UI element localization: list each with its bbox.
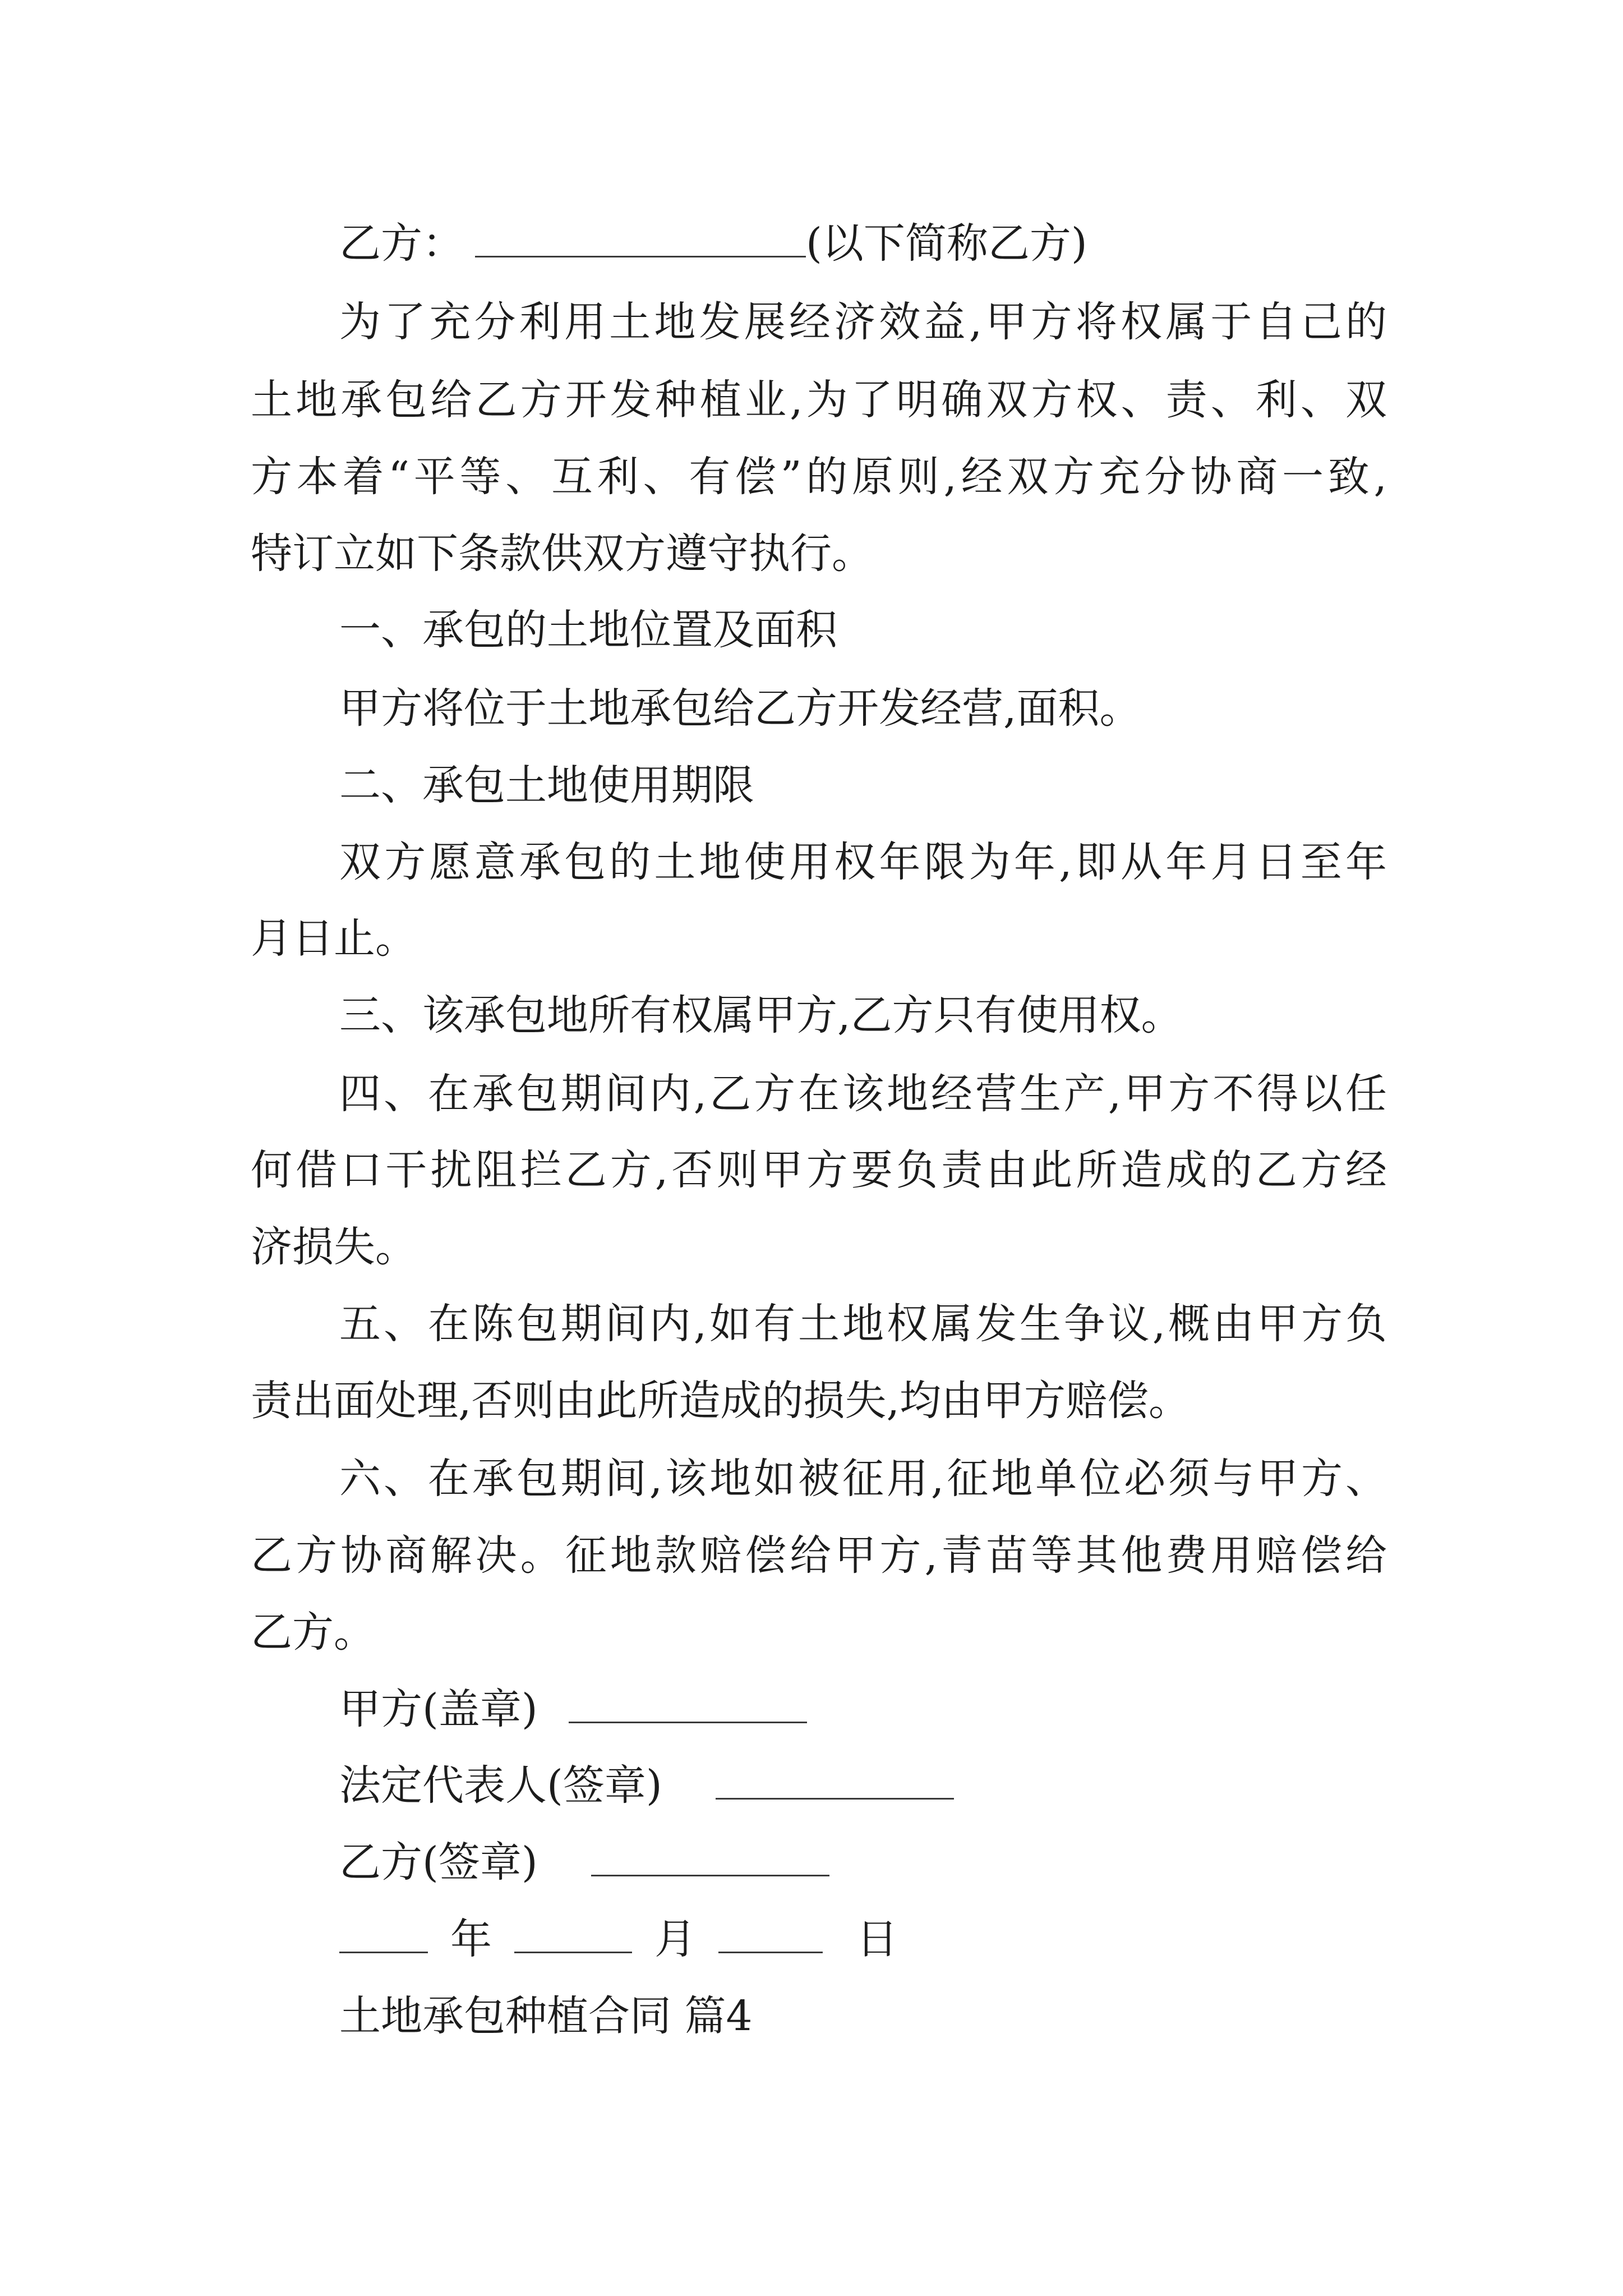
section-heading: 一、承包的土地位置及面积 bbox=[339, 606, 837, 654]
day-label: 日 bbox=[856, 1915, 898, 1963]
paragraph-line: 方本着“平等、互利、有偿”的原则,经双方充分协商一致, bbox=[251, 453, 1387, 501]
party-b-label: 乙方： bbox=[339, 219, 464, 268]
paragraph-line: 乙方协商解决。征地款赔偿给甲方,青苗等其他费用赔偿给 bbox=[251, 1531, 1387, 1580]
section-heading: 二、承包土地使用期限 bbox=[339, 761, 754, 809]
day-blank bbox=[718, 1912, 823, 1953]
party-b-sign-line bbox=[339, 1835, 829, 1889]
paragraph-line: 济损失。 bbox=[251, 1223, 417, 1271]
year-blank bbox=[339, 1912, 428, 1953]
paragraph-line: 四、在承包期间内,乙方在该地经营生产,甲方不得以任 bbox=[339, 1070, 1387, 1118]
paragraph-line: 三、该承包地所有权属甲方,乙方只有使用权。 bbox=[339, 991, 1183, 1039]
month-label: 月 bbox=[654, 1915, 696, 1963]
party-b-blank bbox=[475, 217, 806, 257]
year-label: 年 bbox=[450, 1915, 492, 1963]
party-b-sign-blank bbox=[591, 1835, 829, 1876]
next-section-title: 土地承包种植合同 篇4 bbox=[339, 1992, 753, 2040]
party-a-seal-blank bbox=[569, 1682, 807, 1723]
paragraph-line: 六、在承包期间,该地如被征用,征地单位必须与甲方、 bbox=[339, 1455, 1387, 1503]
party-b-line bbox=[339, 217, 1087, 270]
paragraph-line: 乙方。 bbox=[251, 1608, 375, 1657]
paragraph-line: 责出面处理,否则由此所造成的损失,均由甲方赔偿。 bbox=[251, 1377, 1191, 1425]
party-a-seal-label: 甲方(盖章) bbox=[339, 1685, 538, 1733]
paragraph-line: 特订立如下条款供双方遵守执行。 bbox=[251, 530, 873, 578]
party-b-sign-label: 乙方(签章) bbox=[339, 1838, 538, 1887]
paragraph-line: 月日止。 bbox=[251, 914, 417, 963]
legal-rep-blank bbox=[716, 1759, 954, 1800]
legal-rep-label: 法定代表人(签章) bbox=[339, 1761, 662, 1810]
date-line bbox=[339, 1912, 898, 1966]
paragraph-line: 五、在陈包期间内,如有土地权属发生争议,概由甲方负 bbox=[339, 1300, 1387, 1348]
paragraph-line: 为了充分利用土地发展经济效益,甲方将权属于自己的 bbox=[339, 298, 1387, 346]
legal-rep-line bbox=[339, 1759, 954, 1812]
paragraph-line: 土地承包给乙方开发种植业,为了明确双方权、责、利、双 bbox=[251, 376, 1387, 424]
paragraph-line: 甲方将位于土地承包给乙方开发经营,面积。 bbox=[339, 684, 1141, 733]
month-blank bbox=[514, 1912, 632, 1953]
paragraph-line: 何借口干扰阻拦乙方,否则甲方要负责由此所造成的乙方经 bbox=[251, 1146, 1387, 1194]
paragraph-line: 双方愿意承包的土地使用权年限为年,即从年月日至年 bbox=[339, 838, 1387, 886]
party-a-seal-line bbox=[339, 1682, 807, 1736]
party-b-suffix: (以下简称乙方) bbox=[806, 219, 1087, 268]
